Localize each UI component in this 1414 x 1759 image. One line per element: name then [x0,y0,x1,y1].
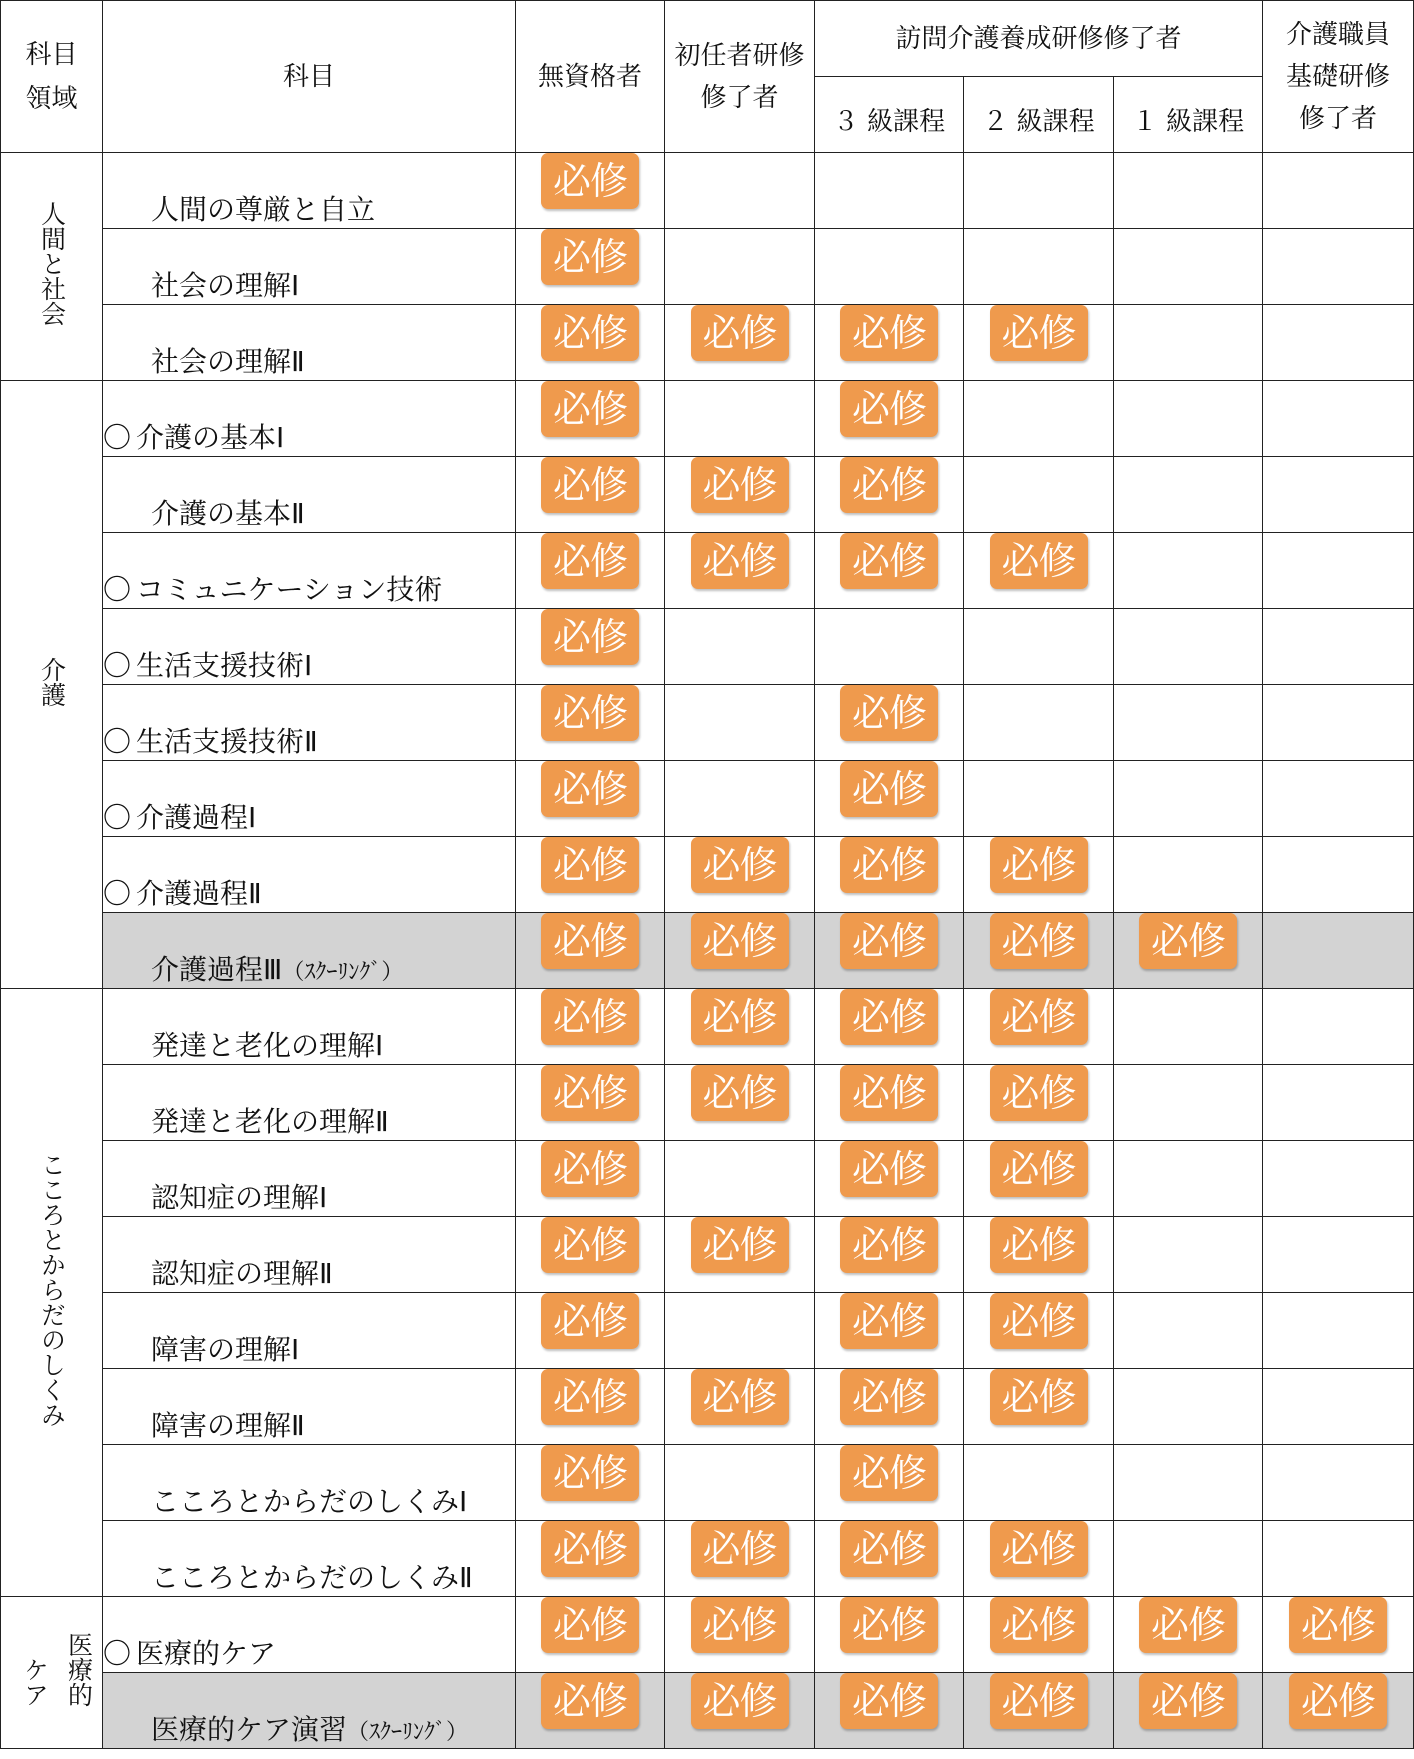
required-badge: 必修 [990,1673,1088,1729]
requirement-cell [964,305,1114,381]
subject-name: 社会の理解Ⅰ [151,269,300,302]
required-badge: 必修 [691,989,789,1045]
requirement-cell [516,913,665,989]
requirement-cell [1114,1597,1263,1673]
required-badge: 必修 [990,837,1088,893]
subject-name: 発達と老化の理解Ⅱ [151,1105,389,1138]
subject-name: コミュニケーション技術 [136,573,443,606]
requirement-cell [964,685,1114,761]
requirement-cell [665,1141,815,1217]
required-badge: 必修 [541,1369,639,1425]
requirement-cell [516,381,665,457]
requirement-cell [1263,1293,1414,1369]
domain-kaigo [1,381,103,989]
table-row [1,533,1414,609]
subject-name: 介護過程Ⅰ [136,801,257,834]
required-badge: 必修 [541,1445,639,1501]
subject-cell [103,457,516,533]
subject-cell [103,381,516,457]
required-badge: 必修 [541,685,639,741]
requirement-cell [1114,229,1263,305]
requirement-cell [1114,1521,1263,1597]
requirement-cell [1263,609,1414,685]
requirement-cell [815,913,964,989]
required-badge: 必修 [541,1141,639,1197]
header-kyu1: １ 級課程 [1114,77,1263,153]
required-badge: 必修 [691,533,789,589]
subject-name: こころとからだのしくみⅠ [151,1485,468,1518]
required-badge: 必修 [840,1445,938,1501]
requirement-cell [665,1217,815,1293]
required-badge: 必修 [691,1369,789,1425]
schooling-note: （ｽｸｰﾘﾝｸﾞ） [347,1720,469,1745]
key-subject-mark: 〇 [103,573,132,606]
required-badge: 必修 [1289,1597,1387,1653]
requirement-cell [964,1141,1114,1217]
requirement-cell [1263,913,1414,989]
requirement-cell [1114,1141,1263,1217]
requirement-cell [815,1445,964,1521]
domain-iryou [1,1597,103,1749]
requirement-cell [1263,989,1414,1065]
requirement-cell [1263,381,1414,457]
required-badge: 必修 [840,913,938,969]
required-badge: 必修 [541,229,639,285]
requirement-cell [964,609,1114,685]
subject-cell [103,685,516,761]
requirement-cell [1114,761,1263,837]
required-badge: 必修 [541,1673,639,1729]
required-badge: 必修 [990,1597,1088,1653]
requirement-cell [516,153,665,229]
requirement-cell [1263,153,1414,229]
subject-name: 介護過程Ⅲ [151,953,283,986]
required-badge: 必修 [990,1293,1088,1349]
requirement-cell [1114,1369,1263,1445]
requirement-cell [964,1369,1114,1445]
required-badge: 必修 [691,913,789,969]
required-badge: 必修 [840,1369,938,1425]
required-badge: 必修 [691,305,789,361]
required-badge: 必修 [691,1065,789,1121]
subject-cell [103,153,516,229]
subject-name: 障害の理解Ⅱ [151,1409,305,1442]
requirement-cell [1114,913,1263,989]
subject-cell [103,1065,516,1141]
requirement-cell [665,609,815,685]
required-badge: 必修 [840,837,938,893]
table-row [1,153,1414,229]
table-row [1,1065,1414,1141]
required-badge: 必修 [541,533,639,589]
domain-kokoro [1,989,103,1597]
requirement-cell [964,1673,1114,1749]
requirement-cell [815,229,964,305]
requirement-cell [815,381,964,457]
required-badge: 必修 [541,1293,639,1349]
required-badge: 必修 [541,1217,639,1273]
requirement-cell [815,1293,964,1369]
key-subject-mark: 〇 [103,421,132,454]
subject-name: 認知症の理解Ⅱ [151,1257,333,1290]
subject-name: 医療的ケア演習 [151,1713,348,1746]
requirement-cell [665,1521,815,1597]
requirement-cell [815,685,964,761]
required-badge: 必修 [840,533,938,589]
requirement-cell [964,1521,1114,1597]
required-badge: 必修 [840,761,938,817]
requirement-cell [1263,685,1414,761]
subject-cell [103,1141,516,1217]
header-no-qualification: 無資格者 [516,1,665,153]
requirement-cell [1114,381,1263,457]
required-badge: 必修 [840,1521,938,1577]
requirement-cell [1263,837,1414,913]
subject-name: 介護の基本Ⅱ [151,497,305,530]
requirement-cell [516,1065,665,1141]
required-badge: 必修 [840,381,938,437]
requirement-cell [1263,1369,1414,1445]
requirement-cell [516,837,665,913]
table-body [1,153,1414,1749]
requirement-cell [964,381,1114,457]
requirement-cell [964,1217,1114,1293]
required-badge: 必修 [840,989,938,1045]
requirement-cell [665,305,815,381]
domain-ningen [1,153,103,381]
header-kiso: 介護職員 基礎研修 修了者 [1263,1,1414,153]
required-badge: 必修 [840,1293,938,1349]
requirement-cell [815,989,964,1065]
required-badge: 必修 [541,761,639,817]
requirement-cell [665,457,815,533]
subject-cell [103,533,516,609]
requirement-cell [1114,1293,1263,1369]
requirement-cell [516,989,665,1065]
key-subject-mark: 〇 [103,801,132,834]
requirement-cell [665,1597,815,1673]
subject-name: 人間の尊厳と自立 [151,193,376,226]
requirement-cell [815,1673,964,1749]
requirement-cell [1263,1597,1414,1673]
requirement-cell [1114,989,1263,1065]
table-row [1,913,1414,989]
requirement-cell [1114,837,1263,913]
required-badge: 必修 [541,153,639,209]
requirement-cell [964,761,1114,837]
key-subject-mark: 〇 [103,725,132,758]
requirement-cell [516,229,665,305]
requirement-cell [815,837,964,913]
requirement-cell [665,761,815,837]
subject-name: 生活支援技術Ⅰ [136,649,313,682]
requirement-cell [815,457,964,533]
header-shoninsha: 初任者研修 修了者 [665,1,815,153]
requirement-cell [665,913,815,989]
header-domain: 科目 領域 [1,1,103,153]
requirement-cell [665,1293,815,1369]
header-subject: 科目 [103,1,516,153]
required-badge: 必修 [840,685,938,741]
requirement-cell [815,1597,964,1673]
domain-label: こころとからだのしくみ [37,1152,67,1427]
required-badge: 必修 [840,1673,938,1729]
requirement-cell [1263,229,1414,305]
required-badge: 必修 [990,1217,1088,1273]
required-badge: 必修 [840,457,938,513]
table-row [1,1673,1414,1749]
requirement-cell [665,153,815,229]
required-badge: 必修 [691,1521,789,1577]
table-row [1,989,1414,1065]
requirement-cell [964,989,1114,1065]
requirement-cell [516,1217,665,1293]
requirement-cell [665,1369,815,1445]
required-badge: 必修 [541,609,639,665]
required-badge: 必修 [541,1065,639,1121]
requirement-cell [1263,457,1414,533]
domain-label: 人間と社会 [37,201,67,326]
requirement-cell [516,457,665,533]
requirement-cell [516,1369,665,1445]
subject-cell [103,1521,516,1597]
required-badge: 必修 [990,1521,1088,1577]
requirement-cell [516,609,665,685]
table-row [1,305,1414,381]
requirement-cell [665,685,815,761]
key-subject-mark: 〇 [103,649,132,682]
required-badge: 必修 [691,837,789,893]
header-kyu2: ２ 級課程 [964,77,1114,153]
required-badge: 必修 [691,1673,789,1729]
table-row [1,837,1414,913]
requirement-cell [516,1673,665,1749]
requirement-cell [665,1673,815,1749]
required-badge: 必修 [990,305,1088,361]
header-houmon-group: 訪問介護養成研修修了者 [815,1,1263,77]
requirement-cell [516,761,665,837]
requirement-cell [964,229,1114,305]
requirement-cell [1114,457,1263,533]
required-badge: 必修 [990,533,1088,589]
required-badge: 必修 [691,457,789,513]
requirement-cell [665,989,815,1065]
subject-name: 生活支援技術Ⅱ [136,725,318,758]
required-badge: 必修 [840,1065,938,1121]
table-row [1,457,1414,533]
required-badge: 必修 [541,1521,639,1577]
requirement-cell [1263,1217,1414,1293]
requirement-cell [815,533,964,609]
table-row [1,1521,1414,1597]
table-row [1,1597,1414,1673]
requirement-cell [964,153,1114,229]
requirement-cell [964,837,1114,913]
requirement-cell [1114,1445,1263,1521]
subject-name: 障害の理解Ⅰ [151,1333,300,1366]
requirement-cell [964,533,1114,609]
table-row [1,1293,1414,1369]
subject-cell [103,229,516,305]
subject-name: 発達と老化の理解Ⅰ [151,1029,384,1062]
requirement-cell [1114,1217,1263,1293]
required-badge: 必修 [691,1217,789,1273]
requirement-cell [964,1065,1114,1141]
required-badge: 必修 [541,837,639,893]
requirement-cell [1114,305,1263,381]
required-badge: 必修 [990,913,1088,969]
subject-name: 社会の理解Ⅱ [151,345,305,378]
table-row [1,1369,1414,1445]
required-badge: 必修 [541,305,639,361]
subject-cell [103,837,516,913]
requirement-cell [516,533,665,609]
header-kyu3: ３ 級課程 [815,77,964,153]
domain-label: 介護 [37,656,67,707]
requirement-cell [1263,1065,1414,1141]
requirement-cell [1263,1141,1414,1217]
requirement-cell [1263,761,1414,837]
requirement-cell [516,1521,665,1597]
requirement-cell [516,305,665,381]
requirement-cell [1263,1445,1414,1521]
requirement-cell [1114,533,1263,609]
table-row [1,685,1414,761]
requirement-cell [815,305,964,381]
requirement-cell [815,609,964,685]
required-badge: 必修 [541,989,639,1045]
required-badge: 必修 [840,1141,938,1197]
requirement-cell [1263,533,1414,609]
requirement-cell [815,1369,964,1445]
requirement-cell [665,1445,815,1521]
required-badge: 必修 [990,989,1088,1045]
key-subject-mark: 〇 [103,1637,132,1670]
required-badge: 必修 [990,1369,1088,1425]
requirement-cell [815,761,964,837]
table-row [1,1217,1414,1293]
subject-cell [103,1597,516,1673]
required-badge: 必修 [1289,1673,1387,1729]
subject-cell [103,305,516,381]
required-badge: 必修 [840,1597,938,1653]
required-badge: 必修 [990,1141,1088,1197]
requirement-cell [815,1217,964,1293]
requirement-cell [665,837,815,913]
requirement-cell [1114,1673,1263,1749]
subject-name: 介護の基本Ⅰ [136,421,285,454]
table-row [1,229,1414,305]
subject-name: 医療的ケア [136,1637,277,1670]
subject-cell [103,1217,516,1293]
subject-cell [103,989,516,1065]
domain-label: ケア [20,1657,50,1707]
key-subject-mark: 〇 [103,877,132,910]
required-badge: 必修 [990,1065,1088,1121]
requirement-cell [1114,609,1263,685]
required-badge: 必修 [840,1217,938,1273]
required-badge: 必修 [541,381,639,437]
requirement-cell [964,913,1114,989]
subject-cell [103,913,516,989]
domain-label: 医療的 [64,1632,94,1707]
required-badge: 必修 [541,457,639,513]
requirement-cell [665,381,815,457]
subject-cell [103,1369,516,1445]
requirement-cell [1114,685,1263,761]
table-row [1,761,1414,837]
requirement-cell [815,1521,964,1597]
requirement-cell [665,229,815,305]
schooling-note: （ｽｸｰﾘﾝｸﾞ） [282,960,404,985]
subject-name: こころとからだのしくみⅡ [151,1561,473,1594]
requirement-cell [1263,1673,1414,1749]
requirement-cell [516,1445,665,1521]
requirement-cell [516,685,665,761]
subject-cell [103,1445,516,1521]
requirement-cell [665,533,815,609]
required-badge: 必修 [1139,913,1237,969]
requirement-cell [1114,1065,1263,1141]
requirement-cell [964,1293,1114,1369]
requirement-cell [815,1141,964,1217]
required-badge: 必修 [541,913,639,969]
subject-cell [103,761,516,837]
requirement-cell [1114,153,1263,229]
table-row [1,1141,1414,1217]
requirement-cell [516,1293,665,1369]
required-badge: 必修 [691,1597,789,1653]
requirement-cell [964,1597,1114,1673]
subject-name: 介護過程Ⅱ [136,877,262,910]
requirement-cell [516,1141,665,1217]
required-badge: 必修 [1139,1673,1237,1729]
table-row [1,381,1414,457]
requirement-cell [815,1065,964,1141]
required-badge: 必修 [1139,1597,1237,1653]
requirement-cell [516,1597,665,1673]
requirement-cell [665,1065,815,1141]
table-row [1,609,1414,685]
requirement-cell [1263,1521,1414,1597]
subject-name: 認知症の理解Ⅰ [151,1181,328,1214]
table-row [1,1445,1414,1521]
subject-cell [103,1673,516,1749]
required-badge: 必修 [541,1597,639,1653]
requirement-cell [1263,305,1414,381]
requirement-cell [964,457,1114,533]
requirement-cell [964,1445,1114,1521]
subject-cell [103,609,516,685]
required-badge: 必修 [840,305,938,361]
subject-cell [103,1293,516,1369]
requirement-cell [815,153,964,229]
